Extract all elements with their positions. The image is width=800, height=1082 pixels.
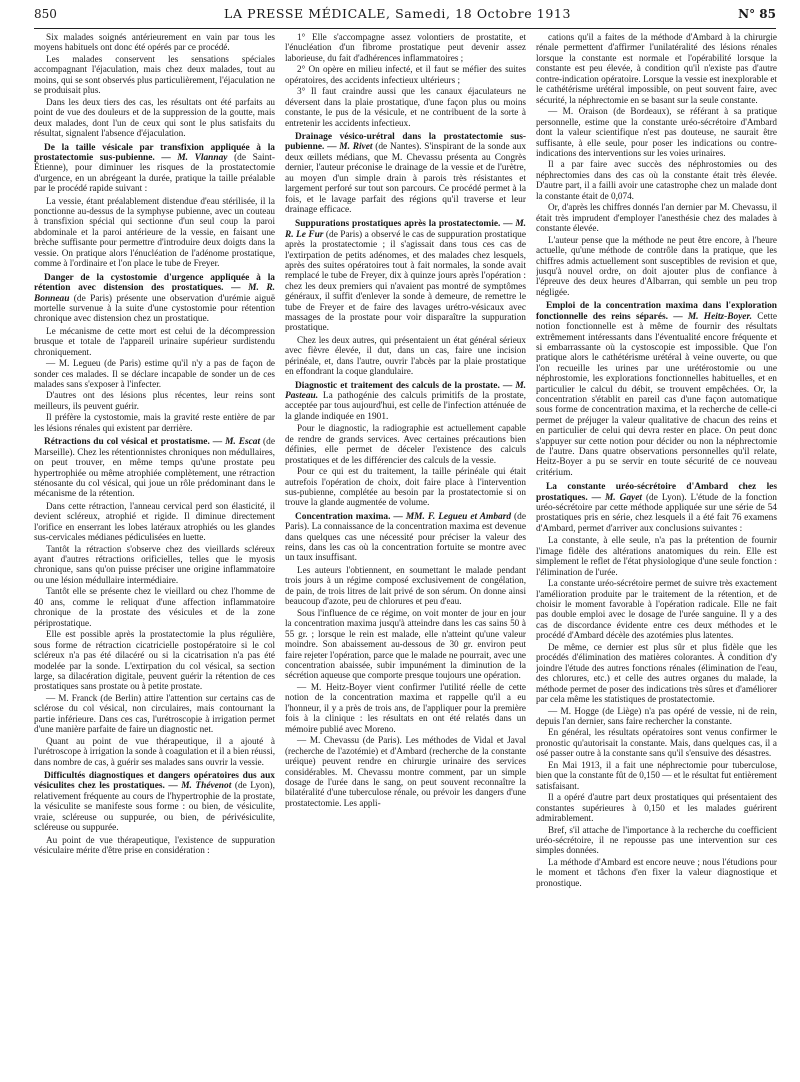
- paragraph: — M. Hogge (de Liège) n'a pas opéré de vessie, ni de rein, depuis l'an dernier, sans faire rechercher la constante.: [536, 705, 777, 726]
- paragraph: En Mai 1913, il a fait une néphrectomie pour tuberculose, bien que la constante fût de 0,150 — et le résultat fut entièrement satisfaisant.: [536, 759, 777, 791]
- paragraph: Six malades soignés antérieurement en vain par tous les moyens habituels ont donc été opérés par ce procédé.: [34, 32, 275, 53]
- section-body: (de Nantes). S'inspirant de la sonde aux deux œillets médians, que M. Chevassu présenta au Congrès dernier, l'auteur préconise le drainage de la vessie et de l'urètre, au moyen d'un simple drain à parois très résistantes et largement perforé sur tout son parcours. Ce procédé permet à la fois, et le lavage parfait des régions qu'il traverse et leur drainage efficace.: [285, 142, 526, 215]
- paragraph: Sous l'influence de ce régime, on voit monter de jour en jour la concentration maxima jusqu'à atteindre dans les cas sains 50 à 55 gr. ; lorsque le rein est malade, elle n'atteint qu'une valeur moindre. Son abaissement au-dessous de 30 gr. environ peut faire rejeter l'opération, parce que le malade ne pourrait, avec une concentration abaissée, subir impunément la diminution de la sécrétion aqueuse que comporte presque toujours une opération.: [285, 607, 526, 681]
- paragraph: L'auteur pense que la méthode ne peut être encore, à l'heure actuelle, qu'une méthode de contrôle dans la pratique, que les chiffres admis actuellement sont susceptibles de revision et que, jusqu'à nouvel ordre, on doit ajouter plus de confiance à l'épreuve des deux heures d'Albarran, qui semble un peu trop négligée.: [536, 234, 777, 297]
- paragraph: En général, les résultats opératoires sont venus confirmer le pronostic qu'autorisait la constante. Mais, dans quelques cas, il a osé passer outre à la constante sans qu'il s'ensuive des désastres.: [536, 727, 777, 759]
- section-title: Diagnostic et traitement des calculs de la prostate. —: [295, 380, 513, 391]
- paragraph: Pour le diagnostic, la radiographie est actuellement capable de rendre de grands services. Avec certaines précautions bien définies, elle permet de déceler l'existence des calculs prostatiques et de les différencier des calculs de la vessie.: [285, 423, 526, 465]
- paragraph: La méthode d'Ambard est encore neuve ; nous l'étudions pour le moment et tâchons d'en fixer la valeur diagnostique et pronostique.: [536, 856, 777, 888]
- paragraph: La constante uréo-sécrétoire permet de suivre très exactement l'amélioration produite par le traitement de la rétention, et de choisir le moment favorable à l'opération radicale. Elle ne fait pas double emploi avec le dosage de l'urée sanguine. Il y a des cas de discordance évidente entre ces deux méthodes et le procédé d'Ambard décèle des azotémies plus latentes.: [536, 578, 777, 641]
- paragraph: — M. Heitz-Boyer vient confirmer l'utilité réelle de cette notion de la concentration maxima et rappelle qu'il a eu l'honneur, il y a près de trois ans, de l'appliquer pour la première fois à la clinique : les résultats en ont été relatés dans un mémoire publié avec Moreno.: [285, 681, 526, 734]
- page-header: [34, 6, 776, 29]
- section-author: M. Vlannay: [177, 152, 228, 163]
- paragraph: Quant au point de vue thérapeutique, il a ajouté à l'urétroscope à irrigation la sonde à coagulation et il a bien réussi, dans nombre de cas, à guérir ses malades sans ouvrir la vessie.: [34, 735, 275, 767]
- section-body: (de Saint-Étienne), pour diminuer les risques de la prostatectomie d'urgence, en un abrégeant la durée, pratique la taille préalable par le procédé rapide suivant :: [34, 152, 275, 195]
- paragraph: La vessie, étant préalablement distendue d'eau stérilisée, il la ponctionne au-dessus de la symphyse pubienne, avec un couteau à transfixion spécial qui sectionne d'un seul coup la paroi abdominale et la paroi antérieure de la vessie, en faisant une brèche suffisante pour permettre d'introduire deux doigts dans la vessie. On pratique alors l'énucléation de l'adénome prostatique, comme à l'ordinaire et l'on place le tube de Freyer.: [34, 195, 275, 269]
- article-columns: [34, 32, 778, 1077]
- section-title: Suppurations prostatiques après la prostatectomie. —: [295, 219, 513, 230]
- section-title: Difficultés diagnostiques et dangers opératoires dus aux vésiculites chez les prostatiques. —: [34, 771, 275, 792]
- paragraph: — M. Legueu (de Paris) estime qu'il n'y a pas de façon de sonder ces malades. Il se déclare incapable de sonder un de ces malades sans s'exposer à l'infecter.: [34, 358, 275, 390]
- section-heading: [34, 771, 275, 833]
- section-author: M. Heitz-Boyer.: [687, 311, 752, 322]
- section-heading: [285, 132, 526, 215]
- paragraph: Le mécanisme de cette mort est celui de la décompression brusque et totale de l'appareil urinaire supérieur surdistendu chroniquement.: [34, 325, 275, 357]
- section-heading: [536, 301, 777, 478]
- section-body: (de Paris) a observé le cas de suppuration prostatique après la prostatectomie ; il s'agissait dans tous ces cas de l'extirpation de petits adénomes, et des malades chez lesquels, après des suites opératoires tout à fait normales, la sonde avait remplacé le tube de Freyer, dix à quinze jours après l'opération : chez les deux premiers qui n'avaient pas montré de symptômes généraux, il suffit d'enlever la sonde à demeure, de remettre le tube de Freyer et de faire des lavages urétro-vésicaux avec massages de la prostate pour voir disparaître la suppuration prostatique.: [285, 229, 526, 334]
- paragraph: Or, d'après les chiffres donnés l'an dernier par M. Chevassu, il était très imprudent d'employer l'anesthésie chez des malades à constante élevée.: [536, 202, 777, 234]
- section-body: (de Lyon). L'étude de la fonction uréo-sécrétoire par cette méthode appliquée sur une série de 54 prostatiques pris en série, chez lesquels il a été fait 76 examens d'Ambard, permet d'arriver aux conclusions suivantes :: [536, 492, 777, 534]
- paragraph: Il a par faire avec succès des néphrostomies ou des néphrectomies dans des cas où la constante était très élevée. D'autre part, il a failli avoir une catastrophe chez un malade dont la constante était de 0,074.: [536, 159, 777, 201]
- section-heading: [34, 437, 275, 499]
- section-title: Rétractions du col vésical et prostatisme. —: [44, 437, 223, 448]
- paragraph: 1° Elle s'accompagne assez volontiers de prostatite, et l'énucléation d'un fibrome prostatique peut devenir assez laborieuse, du fait d'adhérences inflammatoires ;: [285, 32, 526, 63]
- section-body: Cette notion fonctionnelle est à même de fournir des résultats extrêmement intéressants dans l'éventualité encore fréquente et si embarrassante où la cystoscopie est impossible. Que l'on pratique alors le cathétérisme urétéral à veine ouverte, ou que l'on recueille les urines par une urétérostomie ou une néphrostomie, les explorations fonctionnelles habituelles, et en particulier le calcul du débit, se trouvent empêchées. Or, la concentration s'établit en pareil cas d'une façon automatique sous forme de concentration maxima, et la recherche de celle-ci permet de préjuger la valeur qualitative de chacun des reins et en particulier de celui qui devra rester en place. On peut donc s'appuyer sur cette notion pour décider ou non la néphrectomie de l'autre. Dans quatre observations personnelles qu'il relate, Heitz-Boyer a pu se servir en toute sécurité de ce nouveau critérium.: [536, 311, 777, 478]
- section-title: La constante uréo-sécrétoire d'Ambard chez les prostatiques. —: [536, 482, 777, 503]
- paragraph: — M. Oraison (de Bordeaux), se référant à sa pratique personnelle, estime que la constante uréo-sécrétoire d'Ambard dont la valeur scientifique n'est pas douteuse, ne saurait être suffisante, à elle seule, pour poser les indications ou contre-indications des interventions sur les voies urinaires.: [536, 106, 777, 158]
- section-author: MM. F. Legueu et Ambard: [405, 511, 512, 522]
- paragraph: Il préfère la cystostomie, mais la gravité reste entière de par les lésions rénales qui existent par derrière.: [34, 412, 275, 433]
- section-author: M. Rivet: [339, 142, 373, 153]
- section-body: (de Lyon), relativement fréquente au cours de l'hypertrophie de la prostate, la vésiculite se manifeste sous forme : ou bien, de vésiculite, vraie, scléreuse ou suppurée, ou bien, de périvésiculite, scléreuse ou suppurée.: [34, 781, 275, 834]
- paragraph: Dans cette rétraction, l'anneau cervical perd son élasticité, il devient scléreux, atrophié et rigide. Il diminue directement l'orifice en enserrant les lobes latéraux atrophiés ou les glandes sus-cervicales médianes pédiculisées en luette.: [34, 500, 275, 543]
- paragraph: Tantôt elle se présente chez le vieillard ou chez l'homme de 40 ans, comme le reliquat d'une affection inflammatoire chronique de la prostate des vésicules et de la zone périprostatique.: [34, 586, 275, 628]
- paragraph: Les malades conservent les sensations spéciales accompagnant l'éjaculation, mais chez deux malades, tout au moins, qui se sont observés plus particulièrement, l'éjaculation ne se produisait plus.: [34, 53, 275, 96]
- paragraph: Bref, s'il attache de l'importance à la recherche du coefficient uréo-sécrétoire, il ne repousse pas une intervention sur ces simples données.: [536, 824, 777, 856]
- paragraph: 2° On opère en milieu infecté, et il faut se méfier des suites opératoires, des accidents infectieux ultérieurs ;: [285, 64, 526, 85]
- section-author: M. R. Le Fur: [285, 219, 526, 240]
- section-body: (de Paris). La connaissance de la concentration maxima est devenue dans quelques cas une nécessité pour préciser la valeur des reins, dans les cas où la concentration fortuite se montre avec un taux insuffisant.: [285, 511, 526, 564]
- section-body: (de Paris) présente une observation d'urémie aiguë mortelle survenue à la suite d'une cystostomie pour rétention chronique avec distension chez un prostatique.: [34, 293, 275, 325]
- section-body: La pathogénie des calculs primitifs de la prostate, acceptée par tous aujourd'hui, est celle de l'infection atténuée de la glande indiquée en 1901.: [285, 391, 526, 422]
- section-author: M. Thévenot: [181, 781, 232, 792]
- paragraph: Dans les deux tiers des cas, les résultats ont été parfaits au point de vue des douleurs et de la suppression de la goutte, mais deux malades, dont l'un de ceux qui sont le plus satisfaits du résultat, signalent l'absence d'éjaculation.: [34, 96, 275, 139]
- paragraph: Tantôt la rétraction s'observe chez des vieillards scléreux ayant d'autres rétractions orificielles, telles que le myosis chronique, sans qu'on puisse préciser une origine inflammatoire ou une lésion médullaire intermédiaire.: [34, 543, 275, 585]
- paragraph: cations qu'il a faites de la méthode d'Ambard à la chirurgie rénale permettent d'affirmer l'unilatéralité des lésions rénales lorsque la constante est normale et l'opérabilité lorsque la constante est peu élevée, à condition qu'il n'existe pas d'autre contre-indication opératoire. Lorsque la vessie est inexplorable et le cathétérisme urétéral impossible, on peut souvent faire, avec sécurité, la néphrectomie en se basant sur la seule constante.: [536, 32, 777, 105]
- paragraph: Chez les deux autres, qui présentaient un état général sérieux avec fièvre élevée, il dut, dans un cas, faire une incision périnéale, et, dans l'autre, ouvrir l'abcès par la plaie prostatique en effondrant la coque glandulaire.: [285, 334, 526, 377]
- section-title: Emploi de la concentration maxima dans l'exploration fonctionnelle des reins séparés. —: [536, 301, 777, 322]
- section-heading: [285, 512, 526, 564]
- paragraph: De même, ce dernier est plus sûr et plus fidèle que les procédés d'élimination des matières colorantes. À condition d'y joindre l'étude des autres fonctions rénales (élimination de l'eau, des chlorures, etc.) et celle des autres organes du malade, la méthode permet de poser des indications très sûres et d'améliorer par cela même les statistiques de prostatectomie.: [536, 641, 777, 705]
- paragraph: Pour ce qui est du traitement, la taille périnéale qui était autrefois l'opération de choix, doit faire place à l'intervention sus-pubienne, complétée au besoin par la prostatectomie si on trouve la glande augmentée de volume.: [285, 466, 526, 508]
- section-title: Concentration maxima. —: [295, 511, 403, 522]
- paragraph: — M. Chevassu (de Paris). Les méthodes de Vidal et Javal (recherche de l'azotémie) et d'Ambard (recherche de la constante uréique) peuvent rendre en chirurgie urinaire des services considérables. M. Chevassu montre comment, par un simple dosage de l'urée dans le sang, on peut souvent reconnaître la bilatéralité d'une tuberculose rénale, ou prévoir les dangers d'une prostatectomie. Les appli-: [285, 735, 526, 808]
- paragraph: La constante, à elle seule, n'a pas la prétention de fournir l'image fidèle des altérations anatomiques du rein. Elle est simplement le reflet de l'état physiologique d'une seule fonction : l'élimination de l'urée.: [536, 535, 777, 577]
- section-heading: [536, 482, 777, 534]
- section-author: M. Gayet: [604, 492, 642, 503]
- paragraph: Au point de vue thérapeutique, l'existence de suppuration vésiculaire mérite d'être prise en considération :: [34, 834, 275, 855]
- section-title: Drainage vésico-urétral dans la prostatectomie sus-pubienne. —: [285, 132, 526, 153]
- section-heading: [285, 219, 526, 333]
- section-heading: [34, 273, 275, 325]
- paragraph: Il a opéré d'autre part deux prostatiques qui présentaient des constantes supérieures à 0,150 et les malades guérirent admirablement.: [536, 792, 777, 824]
- section-author: M. Pasteau.: [285, 380, 526, 402]
- column-middle: [285, 32, 526, 1077]
- paragraph: 3° Il faut craindre aussi que les canaux éjaculateurs ne déversent dans la plaie prostatique, d'une façon plus ou moins constante, le pus de la vésicule, et ne contribuent de la sorte à entretenir les accidents infectieux.: [285, 86, 526, 128]
- issue-number: N° 85: [738, 7, 776, 21]
- page-number: 850: [34, 7, 57, 21]
- section-author: M. Escat: [225, 437, 261, 448]
- section-title: Danger de la cystostomie d'urgence appliquée à la rétention avec distension des prostatiques. —: [34, 272, 275, 294]
- section-author: M. R. Bonneau: [34, 283, 275, 304]
- column-right: [536, 32, 777, 1077]
- section-body: (de Marseille). Chez les rétentionnistes chroniques non médullaires, on peut trouver, en même temps qu'une prostate peu hypertrophiée ou même atrophiée complètement, une rétraction sténosante du col vésical, qui joue un rôle prédominant dans le mécanisme de la rétention.: [34, 437, 275, 500]
- section-heading: [285, 381, 526, 423]
- paragraph: Les auteurs l'obtiennent, en soumettant le malade pendant trois jours à un régime composé exclusivement de congélation, de pain, de trois litres de lait privé de son sérum. On donne ainsi beaucoup d'azote, peu de chlorures et peu d'eau.: [285, 564, 526, 607]
- paragraph: D'autres ont des lésions plus récentes, leur reins sont meilleurs, ils peuvent guérir.: [34, 390, 275, 411]
- column-left: [34, 32, 275, 1077]
- paragraph: — M. Franck (de Berlin) attire l'attention sur certains cas de sclérose du col vésical, non circulaires, mais contournant la partie inférieure. Dans ces cas, l'urétroscopie à irrigation permet d'une manière parfaite de faire un diagnostic net.: [34, 692, 275, 735]
- section-heading: [34, 143, 275, 195]
- journal-title: LA PRESSE MÉDICALE, Samedi, 18 Octobre 1913: [224, 6, 571, 21]
- paragraph: Elle est possible après la prostatectomie la plus régulière, sous forme de rétraction cicatricielle postopératoire si le col scléreux n'a pas été dilacéré ou si la cicatrisation n'a pas été modelée par la sonde. L'extirpation du col vésical, sa section large, sa dilacération digitale, peuvent guérir la rétention de ces prostatiques sans prostate ou à petite prostate.: [34, 629, 275, 692]
- section-title: De la taille vésicale par transfixion appliquée à la prostatectomie sus-pubienne. —: [34, 142, 275, 163]
